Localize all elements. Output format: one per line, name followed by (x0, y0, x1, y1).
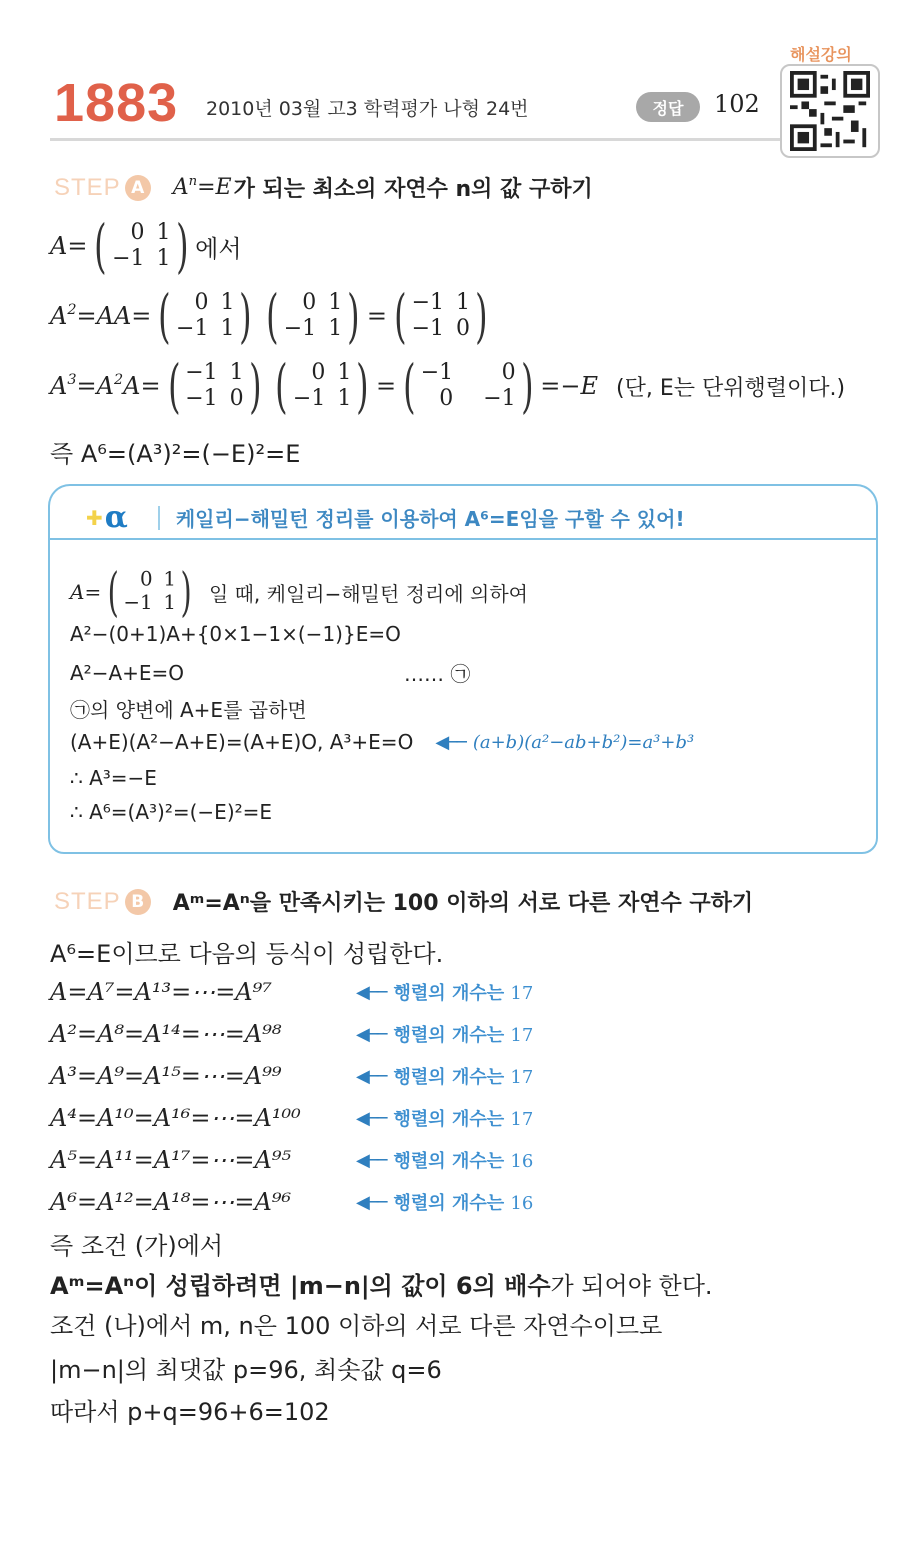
qr-label: 해설강의 (790, 45, 852, 64)
tip-line-4: ㉠의 양변에 A+E를 곱하면 (70, 698, 307, 722)
tip-divider (158, 506, 160, 530)
matrix-a: ( 0 1 −1 1 ) (94, 212, 189, 280)
tip-line-7: ∴ A⁶=(A³)²=(−E)²=E (70, 800, 273, 824)
a-squared-line: $A^2=AA=$ ( 0 1 −1 1 ) ( 0 1 −1 1 ) = ( −1 1 −1 0 ) (50, 282, 488, 350)
step-a-title: 가 되는 최소의 자연수 n의 값 구하기 (233, 177, 593, 202)
tip-line-1: A = ( 0 1 −1 1 ) 일 때, 케일리−해밀턴 정리에 의하여 (70, 561, 528, 623)
arrow-left-icon: ◀── (356, 1023, 386, 1045)
multiple-of-six-line: Aᵐ=Aⁿ이 성립하려면 |m−n|의 값이 6의 배수 가 되어야 한다. (50, 1272, 713, 1300)
arrow-left-icon: ◀── (356, 1149, 386, 1171)
extremes-line: |m−n|의 최댓값 p=96, 최솟값 q=6 (50, 1356, 442, 1384)
matrix-a-definition: A = ( 0 1 −1 1 ) 에서 (50, 212, 242, 280)
condition-na: 조건 (나)에서 m, n은 100 이하의 서로 다른 자연수이므로 (50, 1312, 663, 1340)
qr-code-icon (790, 71, 870, 151)
power-row: A⁴=A¹⁰=A¹⁶=⋯=A¹⁰⁰ ◀── 행렬의 개수는 17 (50, 1104, 534, 1132)
tip-line-3: A²−A+E=O …… ㉠ (70, 658, 470, 687)
header-divider (50, 138, 782, 141)
power-row: A⁵=A¹¹=A¹⁷=⋯=A⁹⁵ ◀── 행렬의 개수는 16 (50, 1146, 534, 1174)
problem-number: 1883 (54, 73, 179, 133)
arrow-left-icon: ◀── (356, 1107, 386, 1129)
factor-identity-note: (a+b)(a²−ab+b²)=a³+b³ (472, 731, 695, 753)
plus-icon: ✚ (86, 505, 103, 530)
power-row: A=A⁷=A¹³=⋯=A⁹⁷ ◀── 행렬의 개수는 17 (50, 978, 534, 1006)
arrow-left-icon: ◀── (356, 1191, 386, 1213)
power-row: A³=A⁹=A¹⁵=⋯=A⁹⁹ ◀── 행렬의 개수는 17 (50, 1062, 534, 1090)
identity-note: (단, E는 단위행렬이다.) (616, 375, 846, 401)
answer-value: 102 (714, 90, 760, 118)
tip-title-row (86, 500, 685, 535)
problem-source: 2010년 03월 고3 학력평가 나형 24번 (206, 98, 529, 120)
a-cubed-line: $A^3=A^2A=$ ( −1 1 −1 0 ) ( 0 1 −1 1 ) = ( −1 0 0 −1 ) =−E (단, E는 단위행렬이다.) (50, 352, 846, 420)
alpha-icon: α (104, 500, 128, 535)
step-a-conclusion: 즉 A⁶=(A³)²=(−E)²=E (50, 440, 301, 468)
step-b-heading: STEP B Aᵐ=Aⁿ을 만족시키는 100 이하의 서로 다른 자연수 구하기 (54, 887, 754, 916)
arrow-left-icon: ◀── (435, 731, 465, 753)
arrow-left-icon: ◀── (356, 981, 386, 1003)
qr-code[interactable] (780, 64, 880, 158)
arrow-left-icon: ◀── (356, 1065, 386, 1087)
condition-ga: 즉 조건 (가)에서 (50, 1232, 224, 1260)
step-a-heading: STEP A $A^n=E$ 가 되는 최소의 자연수 n의 값 구하기 (54, 173, 593, 202)
final-answer-line: 따라서 p+q=96+6=102 (50, 1398, 330, 1426)
step-b-title: Aᵐ=Aⁿ을 만족시키는 100 이하의 서로 다른 자연수 구하기 (172, 891, 754, 916)
answer-badge: 정답 (636, 92, 700, 122)
tip-line-6: ∴ A³=−E (70, 766, 157, 790)
step-b-intro: A⁶=E이므로 다음의 등식이 성립한다. (50, 940, 444, 968)
tip-title: 케일리−해밀턴 정리를 이용하여 A⁶=E임을 구할 수 있어! (175, 507, 685, 531)
tip-line-2: A²−(0+1)A+{0×1−1×(−1)}E=O (70, 622, 401, 646)
equation-tag: …… ㉠ (404, 662, 471, 686)
power-row: A⁶=A¹²=A¹⁸=⋯=A⁹⁶ ◀── 행렬의 개수는 16 (50, 1188, 534, 1216)
tip-line-5: (A+E)(A²−A+E)=(A+E)O, A³+E=O ◀── (a+b)(a²−ab+b²)=a³+b³ (70, 730, 695, 754)
power-row: A²=A⁸=A¹⁴=⋯=A⁹⁸ ◀── 행렬의 개수는 17 (50, 1020, 534, 1048)
